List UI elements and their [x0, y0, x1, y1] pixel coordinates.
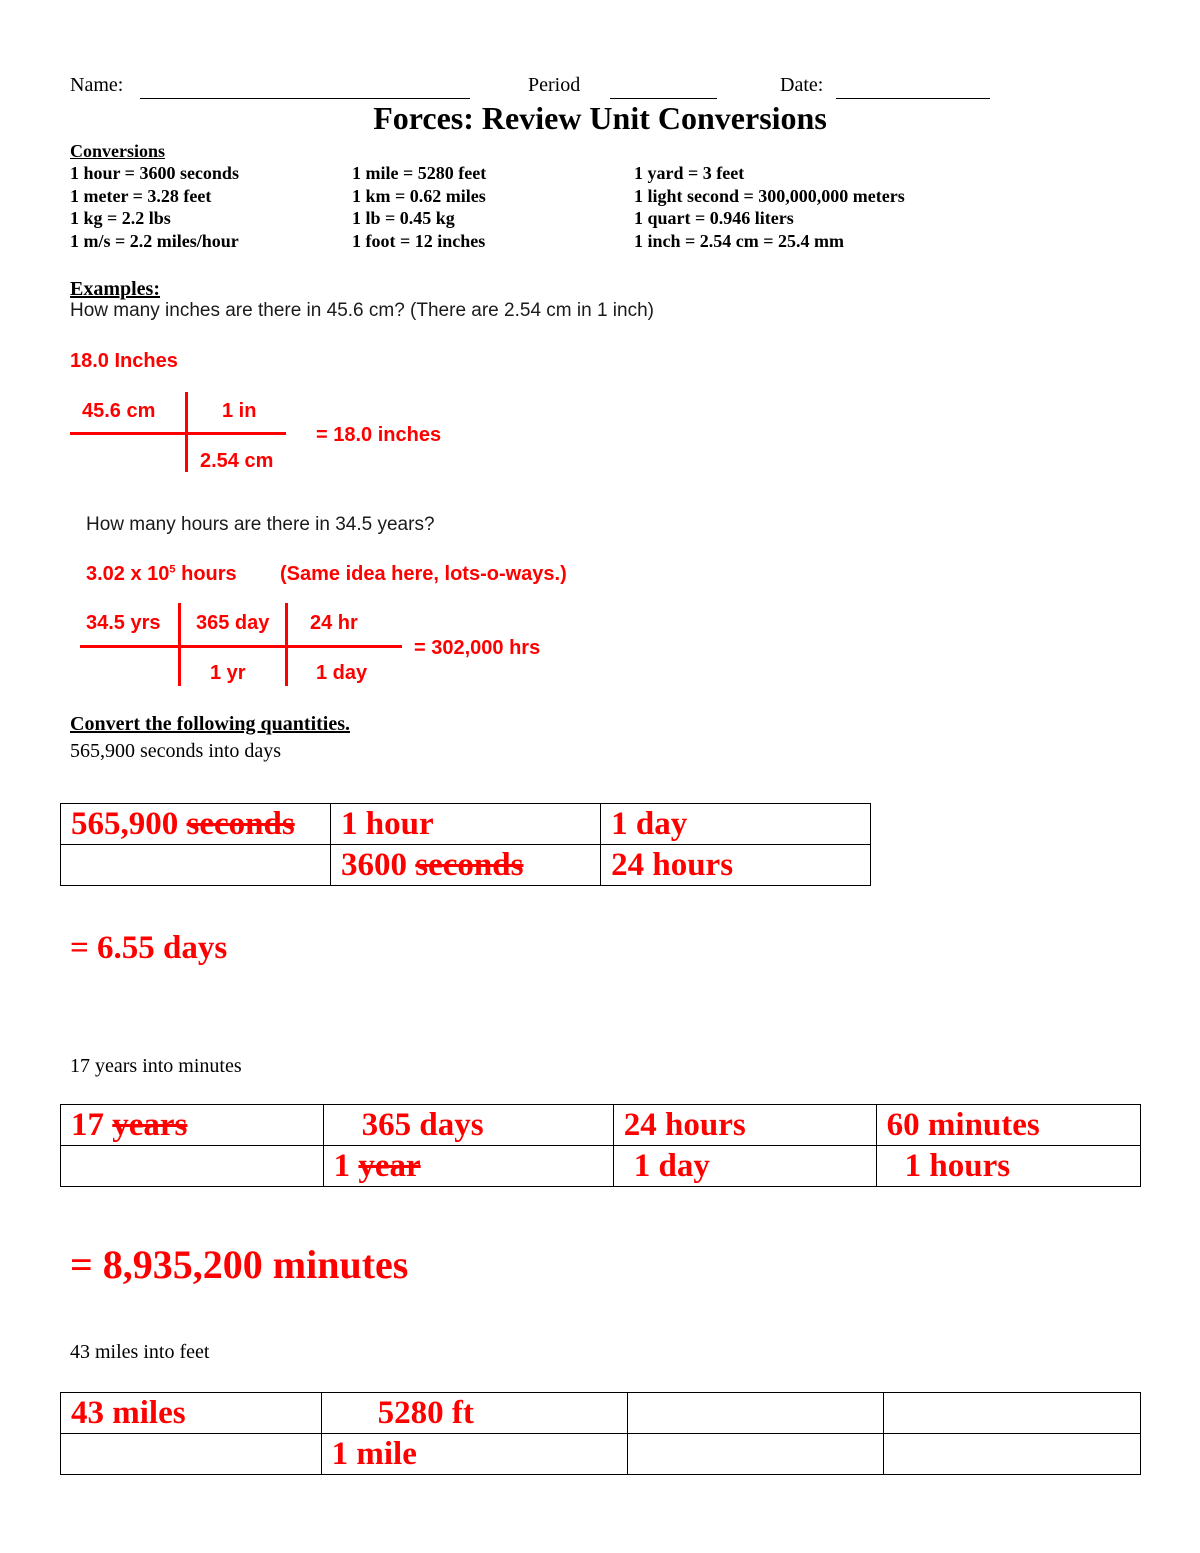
table-row	[61, 1434, 1141, 1475]
example-2-denominator-2: 1 yr	[210, 662, 246, 684]
example-1-fraction-line	[70, 432, 286, 435]
example-2-question: How many hours are there in 34.5 years?	[86, 514, 435, 535]
problem-1-prompt: 565,900 seconds into days	[70, 740, 282, 762]
example-1-result: = 18.0 inches	[316, 424, 442, 446]
date-field[interactable]	[836, 76, 990, 99]
page-title: Forces: Review Unit Conversions	[373, 100, 827, 136]
example-2-result: = 302,000 hrs	[414, 637, 541, 659]
problem-2-result: = 8,935,200 minutes	[70, 1242, 409, 1287]
example-2-divider-1	[178, 603, 181, 686]
table-cell[interactable]: 1 day	[613, 1146, 876, 1187]
conversion-item: 1 mile = 5280 feet	[352, 163, 487, 183]
example-1-question: How many inches are there in 45.6 cm? (There are 2.54 cm in 1 inch)	[70, 300, 654, 321]
period-label: Period	[528, 74, 581, 96]
example-1-divider	[185, 392, 188, 472]
table-cell[interactable]: 43 miles	[61, 1393, 322, 1434]
table-cell[interactable]: 1 year	[323, 1146, 613, 1187]
table-row	[61, 1393, 1141, 1434]
period-field[interactable]	[610, 76, 717, 99]
conversion-item: 1 km = 0.62 miles	[352, 185, 486, 206]
conversions-col-2	[352, 162, 486, 252]
conversion-item: 1 kg = 2.2 lbs	[70, 208, 171, 228]
example-2-divider-2	[285, 603, 288, 686]
conversion-item: 1 light second = 300,000,000 meters	[634, 185, 905, 206]
problem-2-table	[60, 1104, 1141, 1187]
table-row	[61, 1105, 1141, 1146]
example-2-fraction-line	[80, 645, 402, 648]
table-cell[interactable]: 1 mile	[321, 1434, 627, 1475]
example-2-answer: 3.02 x $10^5$ hours	[86, 563, 237, 585]
conversions-col-1	[70, 162, 239, 252]
name-field[interactable]	[140, 76, 470, 99]
table-cell[interactable]: 24 hours	[613, 1105, 876, 1146]
table-cell[interactable]: 565,900 seconds	[61, 804, 331, 845]
example-1-numerator-1: 45.6 cm	[82, 400, 156, 422]
example-2-numerator-3: 24 hr	[310, 612, 358, 634]
conversion-item: 1 yard = 3 feet	[634, 163, 745, 183]
problem-3-prompt: 43 miles into feet	[70, 1341, 210, 1363]
table-cell[interactable]: 365 days	[323, 1105, 613, 1146]
table-row	[61, 804, 871, 845]
problem-3-table	[60, 1392, 1141, 1475]
table-cell[interactable]	[627, 1434, 884, 1475]
table-cell[interactable]: 60 minutes	[876, 1105, 1140, 1146]
table-cell[interactable]: 5280 ft	[321, 1393, 627, 1434]
conversion-item: 1 foot = 12 inches	[352, 230, 486, 251]
date-label: Date:	[780, 74, 824, 96]
example-2-numerator-2: 365 day	[196, 612, 270, 634]
conversion-item: 1 meter = 3.28 feet	[70, 185, 212, 206]
conversion-item: 1 lb = 0.45 kg	[352, 208, 455, 228]
conversion-item: 1 hour = 3600 seconds	[70, 163, 239, 183]
conversions-col-3	[634, 162, 905, 252]
example-1-numerator-2: 1 in	[222, 400, 257, 422]
table-cell[interactable]	[884, 1393, 1141, 1434]
table-cell[interactable]: 17 years	[61, 1105, 324, 1146]
table-cell[interactable]: 3600 seconds	[331, 845, 601, 886]
convert-heading: Convert the following quantities.	[70, 713, 350, 735]
example-1-answer: 18.0 Inches	[70, 350, 178, 372]
conversion-item: 1 inch = 2.54 cm = 25.4 mm	[634, 230, 844, 251]
name-label: Name:	[70, 74, 124, 96]
example-2-denominator-3: 1 day	[316, 662, 368, 684]
table-cell[interactable]	[61, 845, 331, 886]
conversion-item: 1 quart = 0.946 liters	[634, 208, 794, 228]
table-cell[interactable]	[61, 1434, 322, 1475]
problem-2-prompt: 17 years into minutes	[70, 1055, 242, 1077]
conversion-item: 1 m/s = 2.2 miles/hour	[70, 230, 239, 251]
table-cell[interactable]: 24 hours	[601, 845, 871, 886]
table-row	[61, 1146, 1141, 1187]
problem-1-table	[60, 803, 871, 886]
table-cell[interactable]: 1 hours	[876, 1146, 1140, 1187]
table-cell[interactable]	[884, 1434, 1141, 1475]
conversions-heading: Conversions	[70, 141, 166, 161]
examples-heading: Examples:	[70, 278, 160, 300]
table-cell[interactable]	[627, 1393, 884, 1434]
table-cell[interactable]	[61, 1146, 324, 1187]
table-cell[interactable]: 1 day	[601, 804, 871, 845]
example-1-denominator-2: 2.54 cm	[200, 450, 274, 472]
example-2-note: (Same idea here, lots-o-ways.)	[280, 563, 567, 585]
table-cell[interactable]: 1 hour	[331, 804, 601, 845]
example-2-numerator-1: 34.5 yrs	[86, 612, 161, 634]
table-row	[61, 845, 871, 886]
problem-1-result: = 6.55 days	[70, 930, 228, 966]
